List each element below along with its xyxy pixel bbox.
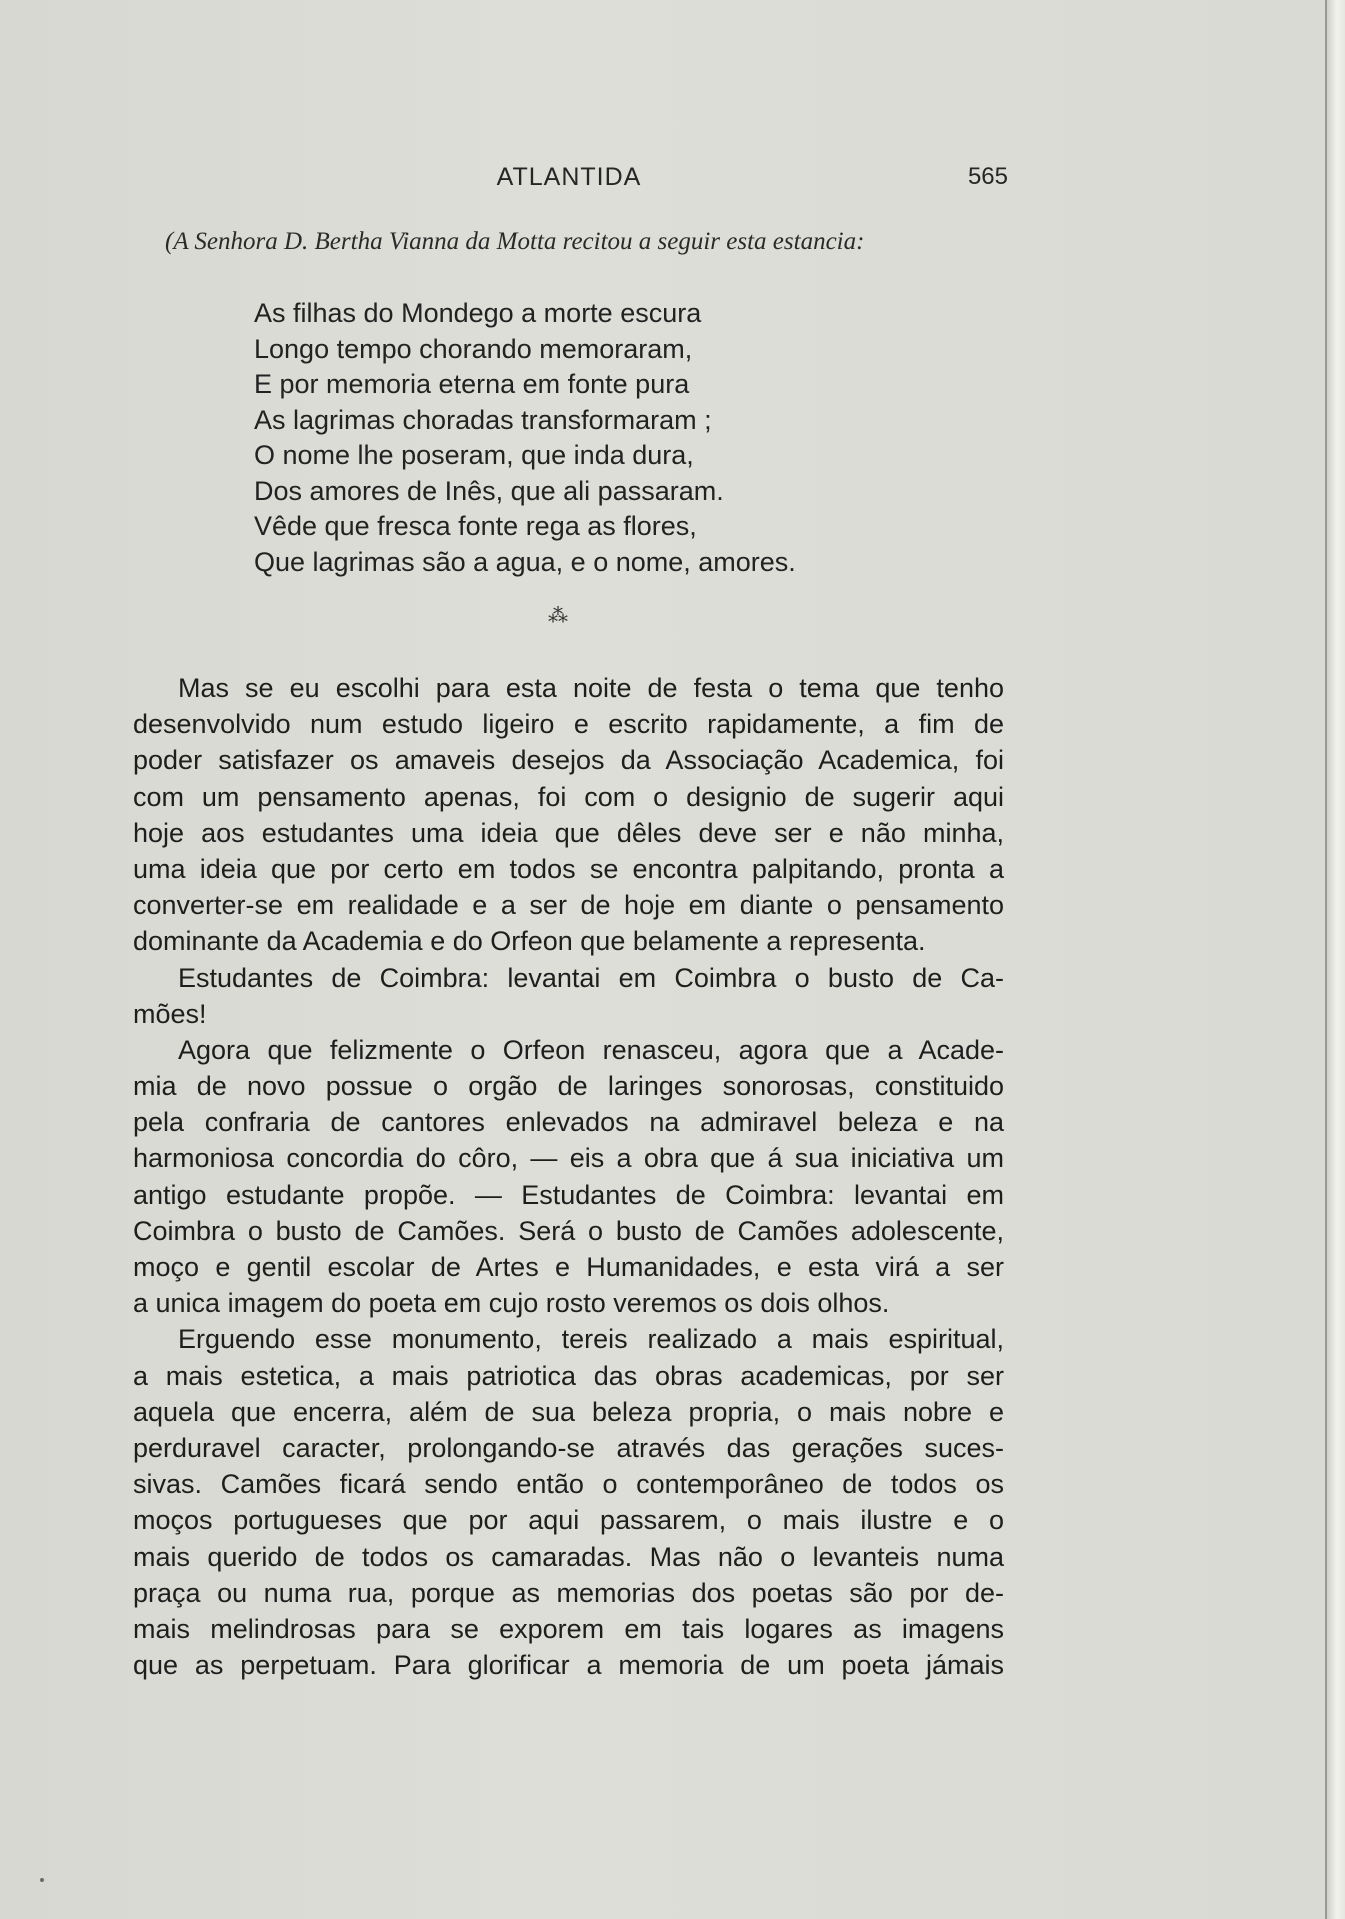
body-text	[133, 670, 1004, 1683]
intro-line: (A Senhora D. Bertha Vianna da Motta recitou a seguir esta estancia:	[165, 228, 865, 255]
verse-line: As lagrimas choradas transformaram ;	[254, 404, 712, 435]
poem-stanza	[254, 296, 796, 580]
body-line: hoje aos estudantes uma ideia que dêles deve ser e não minha,	[133, 817, 1004, 848]
body-line: a mais estetica, a mais patriotica das obras academicas, por ser	[133, 1360, 1004, 1391]
body-line: mões!	[133, 998, 207, 1029]
body-line: antigo estudante propõe. — Estudantes de Coimbra: levantai em	[133, 1179, 1004, 1210]
body-line: Mas se eu escolhi para esta noite de festa o tema que tenho	[178, 673, 1004, 703]
page-number: 565	[967, 163, 1008, 190]
body-line: a unica imagem do poeta em cujo rosto veremos os dois olhos.	[133, 1288, 890, 1319]
body-line: moços portugueses que por aqui passarem, o mais ilustre e o	[133, 1505, 1004, 1536]
body-line: Erguendo esse monumento, tereis realizado a mais espiritual,	[178, 1324, 1004, 1355]
page-speck	[40, 1878, 44, 1882]
body-line: dominante da Academia e do Orfeon que belamente a representa.	[133, 926, 926, 957]
body-line: mais querido de todos os camaradas. Mas não o levanteis numa	[133, 1541, 1004, 1572]
verse-line: O nome lhe poseram, que inda dura,	[254, 440, 694, 470]
running-title: ATLANTIDA	[496, 163, 642, 191]
verse-line: Que lagrimas são a agua, e o nome, amores.	[254, 546, 796, 577]
body-line: Estudantes de Coimbra: levantai em Coimbra o busto de Ca-	[178, 962, 1004, 993]
body-line: praça ou numa rua, porque as memorias dos poetas são por de-	[133, 1577, 1004, 1608]
body-line: que as perpetuam. Para glorificar a memoria de um poeta jámais	[133, 1650, 1004, 1681]
verse-line: As filhas do Mondego a morte escura	[254, 298, 702, 328]
body-line: mais melindrosas para se exporem em tais logares as imagens	[133, 1613, 1004, 1644]
verse-line: Longo tempo chorando memoraram,	[254, 333, 693, 364]
verse-line: Vêde que fresca fonte rega as flores,	[254, 511, 697, 541]
body-line: moço e gentil escolar de Artes e Humanidades, e esta virá a ser	[133, 1252, 1004, 1282]
verse-line: Dos amores de Inês, que ali passaram.	[254, 475, 724, 506]
page-header	[130, 163, 1008, 199]
body-line: desenvolvido num estudo ligeiro e escrito rapidamente, a fim de	[133, 709, 1004, 740]
body-line: converter-se em realidade e a ser de hoje em diante o pensamento	[133, 890, 1004, 921]
body-line: perduravel caracter, prolongando-se através das gerações suces-	[133, 1432, 1004, 1463]
body-line: mia de novo possue o orgão de laringes sonorosas, constituido	[133, 1071, 1004, 1102]
asterism-separator: ⁂	[548, 605, 566, 627]
verse-line: E por memoria eterna em fonte pura	[254, 369, 690, 399]
body-line: Agora que felizmente o Orfeon renasceu, agora que a Acade-	[178, 1034, 1004, 1065]
body-line: Coimbra o busto de Camões. Será o busto de Camões adolescente,	[133, 1215, 1004, 1246]
body-line: uma ideia que por certo em todos se encontra palpitando, pronta a	[133, 853, 1004, 884]
page-edge	[1325, 0, 1345, 1919]
body-line: harmoniosa concordia do côro, — eis a obra que á sua iniciativa um	[133, 1143, 1004, 1174]
body-line: pela confraria de cantores enlevados na admiravel beleza e na	[133, 1107, 1004, 1138]
body-line: aquela que encerra, além de sua beleza propria, o mais nobre e	[133, 1396, 1004, 1427]
body-line: com um pensamento apenas, foi com o designio de sugerir aqui	[133, 781, 1004, 812]
body-line: poder satisfazer os amaveis desejos da Associação Academica, foi	[133, 745, 1004, 776]
body-line: sivas. Camões ficará sendo então o contemporâneo de todos os	[133, 1469, 1004, 1500]
